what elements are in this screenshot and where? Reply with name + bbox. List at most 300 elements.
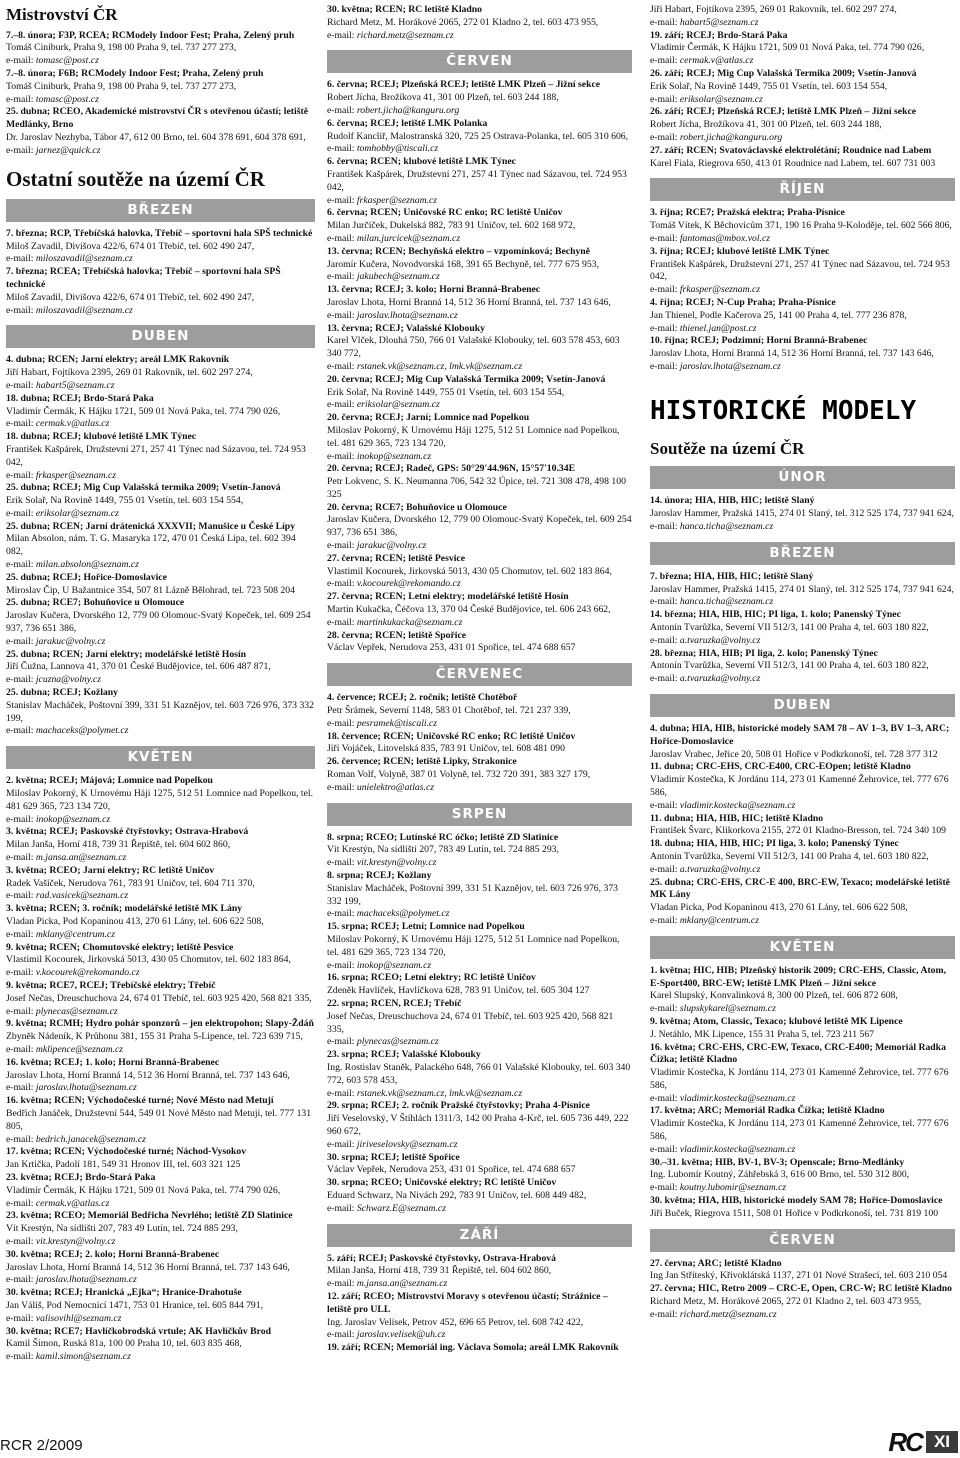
event-entry bbox=[650, 1016, 955, 1042]
event-email[interactable]: jiriveselovsky@seznam.cz bbox=[356, 1138, 458, 1150]
event-contact: Robert Jícha, Brožíkova 41, 301 00 Plzeň, tel. 603 244 188, bbox=[650, 119, 882, 131]
event-title: 16. května; CRC-EHS, CRC-EW, Texaco, CRC-E400; Memoriál Radka Čížka; letiště Kladno bbox=[650, 1041, 946, 1066]
email-prefix: e-mail: bbox=[327, 1278, 357, 1290]
event-entry bbox=[6, 1146, 315, 1172]
event-email[interactable]: pesramek@tiscali.cz bbox=[356, 717, 438, 729]
email-prefix: e-mail: bbox=[6, 469, 36, 481]
event-entry bbox=[650, 297, 955, 335]
event-email[interactable]: thienel.jan@post.cz bbox=[679, 322, 757, 334]
event-contact: Zbyněk Nádeník, K Průhonu 381, 155 31 Praha 5-Lipence, tel. 723 639 715, bbox=[6, 1031, 303, 1043]
event-entry bbox=[650, 723, 955, 761]
event-email-line bbox=[650, 233, 955, 246]
event-entry bbox=[327, 1253, 632, 1291]
event-email-line bbox=[6, 852, 315, 865]
event-entry bbox=[327, 870, 632, 921]
email-prefix: e-mail: bbox=[6, 1005, 36, 1017]
event-contact: Miloslav Pokorný, K Urnovému Háji 1275, 512 51 Lomnice nad Popelkou, tel. 481 629 365, 723 134 720, bbox=[6, 788, 314, 812]
month-header-brezen-hist: BŘEZEN bbox=[650, 542, 955, 565]
event-contact: Milan Janša, Horní 418, 739 31 Řepiště, tel. 604 602 860, bbox=[6, 839, 231, 851]
section-heading-championship: Mistrovství ČR bbox=[6, 5, 118, 24]
event-email[interactable]: a.tvaruzka@volny.cz bbox=[679, 673, 761, 685]
event-title: 7. března; HIA, HIB, HIC; letiště Slaný bbox=[650, 570, 814, 582]
event-entry bbox=[6, 649, 315, 687]
event-entry bbox=[327, 832, 632, 870]
event-contact: Ing. Rostislav Staněk, Palackého 648, 766 01 Valašské Klobouky, tel. 603 340 772, 603 578 453, bbox=[327, 1061, 631, 1086]
event-email-line bbox=[6, 145, 315, 158]
event-title: 22. srpna; RCEN, RCEJ; Třebíč bbox=[327, 997, 462, 1009]
month-header-zari: ZÁŘÍ bbox=[327, 1224, 632, 1247]
event-title: 28. června; RCEN; letiště Spořice bbox=[327, 629, 467, 641]
event-entry bbox=[327, 553, 632, 591]
event-title: 30. srpna; RCEO; Uničovské elektry; RC letiště Uničov bbox=[327, 1177, 557, 1189]
email-prefix: e-mail: bbox=[650, 1003, 680, 1015]
event-email[interactable]: kamil.simon@seznam.cz bbox=[35, 1351, 131, 1363]
email-prefix: e-mail: bbox=[650, 1308, 680, 1320]
event-email[interactable]: cermak.v@atlas.cz bbox=[35, 1197, 110, 1209]
event-title: 27. června; ARC; letiště Kladno bbox=[650, 1257, 782, 1269]
event-title: 20. června; RCEJ; Radeč, GPS: 50°29'44.96N, 15°57'10.34E bbox=[327, 463, 576, 475]
email-prefix: e-mail: bbox=[6, 1235, 36, 1247]
event-email-line bbox=[327, 361, 632, 374]
event-entry bbox=[650, 246, 955, 297]
event-email[interactable]: jarakuc@volny.cz bbox=[35, 635, 106, 647]
event-entry bbox=[327, 731, 632, 757]
event-contact: Vladan Picka, Pod Kopaninou 413, 270 61 Lány, tel. 606 622 508, bbox=[6, 916, 264, 927]
event-email[interactable]: milan.absolon@seznam.cz bbox=[35, 559, 139, 571]
event-title: 11. dubna; HIA, HIB, HIC; letiště Kladno bbox=[650, 812, 824, 824]
section-heading-historic: Soutěže na území ČR bbox=[650, 438, 805, 458]
event-title: 27. září; RCEN; Svatováclavské elektrolétání; Roudnice nad Labem bbox=[650, 144, 932, 156]
event-email[interactable]: koutny.lubomir@seznam.cz bbox=[679, 1182, 787, 1194]
email-prefix: e-mail: bbox=[327, 29, 357, 41]
column-3 bbox=[650, 4, 955, 1322]
event-email[interactable]: cermak.v@atlas.cz bbox=[35, 418, 110, 430]
event-email[interactable]: v.kocourek@rekomando.cz bbox=[356, 578, 461, 590]
event-contact: Jaroslav Hammer, Pražská 1415, 274 01 Slaný, tel. 312 525 174, 737 941 624, bbox=[650, 508, 954, 520]
event-title: 28. března; HIA, HIB; PI liga, 2. kolo; Panenský Týnec bbox=[650, 647, 878, 659]
column-1 bbox=[6, 4, 315, 1364]
event-email[interactable]: jcuzna@volny.cz bbox=[35, 674, 101, 686]
event-email[interactable]: a.tvaruzka@volny.cz bbox=[679, 634, 761, 646]
event-title: 6. června; RCEN; Uničovské RC enko; RC letiště Uničov bbox=[327, 207, 563, 219]
event-entry bbox=[6, 1210, 315, 1248]
event-title: 2. května; RCEJ; Májová; Lomnice nad Popelkou bbox=[6, 775, 213, 787]
event-email[interactable]: valisovihl@seznam.cz bbox=[35, 1312, 122, 1324]
event-title: 9. května; Atom, Classic, Texaco; klubové letiště MK Lipence bbox=[650, 1015, 903, 1027]
month-header-cervenec: ČERVENEC bbox=[327, 663, 632, 686]
event-list-championship bbox=[6, 30, 315, 158]
event-contact: Vlastimil Kocourek, Jirkovská 5013, 430 05 Chomutov, tel. 602 183 864, bbox=[327, 565, 612, 577]
event-email[interactable]: frkasper@seznam.cz bbox=[356, 194, 438, 206]
event-email[interactable]: mklipence@seznam.cz bbox=[35, 1043, 124, 1055]
event-contact: Erik Solař, Na Rovině 1449, 755 01 Vsetín, tel. 603 154 554, bbox=[327, 386, 565, 398]
event-contact: Jaroslav Lhota, Horní Branná 14, 512 36 Horní Branná, tel. 737 143 646, bbox=[6, 1261, 290, 1273]
email-prefix: e-mail: bbox=[327, 1329, 357, 1341]
event-email[interactable]: martinkukacka@seznam.cz bbox=[356, 616, 463, 628]
event-contact: Ing. Jaroslav Velísek, Petrov 452, 696 65 Petrov, tel. 608 742 422, bbox=[327, 1316, 584, 1328]
email-prefix: e-mail: bbox=[650, 131, 680, 143]
event-contact: Vlastimil Kocourek, Jirkovská 5013, 430 05 Chomutov, tel. 602 183 864, bbox=[6, 954, 291, 966]
event-contact: Vít Krestýn, Na sídlišti 207, 783 49 Lutín, tel. 724 885 293, bbox=[327, 844, 559, 856]
email-prefix: e-mail: bbox=[6, 559, 36, 571]
event-email-line bbox=[650, 1144, 955, 1157]
event-email[interactable]: eriksolar@seznam.cz bbox=[679, 93, 763, 105]
event-contact: Petr Šrámek, Severní 1148, 583 01 Chotěboř, tel. 721 237 339, bbox=[327, 705, 571, 717]
event-contact: Jiří Buček, Riegrova 1511, 508 01 Hořice v Podkrkonoší, tel. 731 819 100 bbox=[650, 1207, 939, 1219]
event-email[interactable]: plynecas@seznam.cz bbox=[35, 1005, 118, 1017]
event-email[interactable]: habart5@seznam.cz bbox=[679, 16, 759, 28]
event-email-line bbox=[327, 1278, 632, 1291]
event-contact: Antonín Tvarůžka, Severní VII 512/3, 141 00 Praha 4, tel. 603 180 822, bbox=[650, 660, 929, 672]
event-entry bbox=[6, 521, 315, 572]
event-email-line bbox=[6, 418, 315, 431]
email-prefix: e-mail: bbox=[6, 304, 36, 316]
event-title: 4. dubna; HIA, HIB, historické modely SAM 78 – AV 1–3, BV 1–3, ARC; Hořice-Domoslavice bbox=[650, 722, 950, 747]
event-email[interactable]: inokop@seznam.cz bbox=[356, 959, 432, 971]
logo-rc: RC bbox=[888, 1426, 922, 1457]
month-header-kveten-hist: KVĚTEN bbox=[650, 936, 955, 959]
email-prefix: e-mail: bbox=[650, 1182, 680, 1194]
event-email[interactable]: machaceks@polymet.cz bbox=[356, 908, 450, 920]
event-contact: Milan Janša, Horní 418, 739 31 Řepiště, tel. 604 602 860, bbox=[327, 1265, 552, 1277]
event-email[interactable]: miloszavadil@seznam.cz bbox=[35, 304, 133, 316]
event-email[interactable]: vladimir.kostecka@seznam.cz bbox=[679, 1092, 796, 1104]
email-prefix: e-mail: bbox=[650, 1092, 680, 1104]
event-email-line bbox=[650, 1182, 955, 1195]
event-title: 25. dubna; RCEJ; Hořice-Domoslavice bbox=[6, 571, 167, 583]
event-list-cerven bbox=[327, 79, 632, 655]
event-contact: Dr. Jaroslav Nezhyba, Tábor 47, 612 00 Brno, tel. 604 378 691, 604 378 691, bbox=[6, 132, 306, 144]
event-title: 9. května; RCE7, RCEJ; Třebíčské elektry; Třebíč bbox=[6, 979, 216, 991]
event-contact: Josef Nečas, Dreuschuchova 24, 674 01 Třebíč, tel. 603 925 420, 568 821 335, bbox=[6, 992, 312, 1004]
event-email[interactable]: robert.jicha@kanguru.org bbox=[679, 131, 783, 143]
event-email-line bbox=[327, 578, 632, 591]
event-title: 14. února; HIA, HIB, HIC; letiště Slaný bbox=[650, 495, 815, 507]
event-title: 23. května; RCEJ; Brdo-Stará Paka bbox=[6, 1171, 156, 1183]
event-email-line bbox=[6, 1082, 315, 1095]
event-list-kveten-hist bbox=[650, 965, 955, 1221]
event-contact: Karel Fiala, Riegrova 650, 413 01 Roudnice nad Labem, tel. 607 731 003 bbox=[650, 157, 936, 169]
event-entry bbox=[6, 865, 315, 903]
event-email[interactable]: v.kocourek@rekomando.cz bbox=[35, 967, 140, 979]
event-entry bbox=[650, 495, 955, 533]
event-email[interactable]: a.tvaruzka@volny.cz bbox=[679, 863, 761, 875]
event-title: 4. října; RCEJ; N-Cup Praha; Praha-Písnice bbox=[650, 296, 836, 308]
event-title: 10. října; RCEJ; Podzimní; Horní Branná-Brabenec bbox=[650, 335, 868, 347]
event-title: 30.–31. května; HIB, BV-1, BV-3; Openscale; Brno-Medlánky bbox=[650, 1156, 905, 1168]
event-contact: J. Netáhlo, MK Lipence, 155 31 Praha 5, tel. 723 211 567 bbox=[650, 1028, 875, 1040]
email-prefix: e-mail: bbox=[327, 309, 357, 321]
email-prefix: e-mail: bbox=[327, 1036, 357, 1048]
event-entry bbox=[327, 1177, 632, 1215]
event-email[interactable]: frkasper@seznam.cz bbox=[679, 284, 761, 296]
event-list-zari-cont bbox=[650, 4, 955, 170]
email-prefix: e-mail: bbox=[327, 194, 357, 206]
event-email-line bbox=[650, 132, 955, 145]
event-email[interactable]: vit.krestyn@volny.cz bbox=[356, 857, 437, 869]
event-entry bbox=[650, 30, 955, 68]
email-prefix: e-mail: bbox=[650, 1143, 680, 1155]
event-email[interactable]: jaroslav.lhota@seznam.cz bbox=[679, 360, 781, 372]
event-contact: Milan Jurčíček, Dukelská 882, 783 91 Uničov, tel. 602 168 972, bbox=[327, 220, 576, 232]
event-email[interactable]: plynecas@seznam.cz bbox=[356, 1036, 439, 1048]
event-email-line bbox=[327, 782, 632, 795]
section-heading-other-competitions: Ostatní soutěže na území ČR bbox=[6, 166, 265, 191]
event-email[interactable]: rad.vasicek@seznam.cz bbox=[35, 890, 129, 902]
event-email[interactable]: mklany@centrum.cz bbox=[679, 914, 759, 926]
event-email[interactable]: slupskykarel@seznam.cz bbox=[679, 1003, 776, 1015]
email-prefix: e-mail: bbox=[6, 507, 36, 519]
event-email[interactable]: rstanek.vk@seznam.cz, lmk.vk@seznam.cz bbox=[356, 360, 523, 372]
event-entry bbox=[327, 1100, 632, 1151]
event-email[interactable]: m.jansa.an@seznam.cz bbox=[356, 1278, 448, 1290]
event-email[interactable]: jakubech@seznam.cz bbox=[356, 271, 440, 283]
event-email[interactable]: eriksolar@seznam.cz bbox=[356, 399, 440, 411]
event-email[interactable]: machaceks@polymet.cz bbox=[35, 725, 129, 737]
event-email[interactable]: robert.jicha@kanguru.org bbox=[356, 104, 460, 116]
event-contact: Jan Váliš, Pod Nemocnicí 1471, 753 01 Hranice, tel. 605 844 791, bbox=[6, 1299, 264, 1311]
event-list-cerven-hist bbox=[650, 1258, 955, 1322]
email-prefix: e-mail: bbox=[327, 104, 357, 116]
event-email[interactable]: jarakuc@volny.cz bbox=[356, 540, 427, 552]
event-entry bbox=[327, 118, 632, 156]
event-list-kveten bbox=[6, 775, 315, 1364]
event-email[interactable]: vit.krestyn@volny.cz bbox=[35, 1235, 116, 1247]
event-list-kveten-cont bbox=[327, 4, 632, 42]
event-title: 14. března; HIA, HIB, HIC; PI liga, 1. kolo; Panenský Týnec bbox=[650, 609, 901, 621]
month-header-unor-hist: ÚNOR bbox=[650, 466, 955, 489]
email-prefix: e-mail: bbox=[650, 673, 680, 685]
event-email[interactable]: mklany@centrum.cz bbox=[35, 928, 115, 940]
event-title: 25. dubna; RCEN; Jarní elektry; modelářské letiště Hosín bbox=[6, 648, 247, 660]
email-prefix: e-mail: bbox=[6, 1043, 36, 1055]
event-email-line bbox=[327, 451, 632, 464]
event-title: 17. května; ARC; Memoriál Radka Čížka; letiště Kladno bbox=[650, 1105, 885, 1117]
event-title: 20. června; RCEJ; Mig Cup Valašská Termika 2009; Vsetín-Janová bbox=[327, 373, 606, 385]
event-email[interactable]: tomasc@post.cz bbox=[35, 93, 99, 105]
event-title: 15. srpna; RCEJ; Letní; Lomnice nad Popelkou bbox=[327, 921, 525, 933]
event-contact: Milan Absolon, nám. T. G. Masaryka 172, 470 01 Česká Lípa, tel. 602 394 082, bbox=[6, 533, 296, 558]
event-title: 18. dubna; RCEJ; Brdo-Stará Paka bbox=[6, 392, 154, 404]
event-list-srpen bbox=[327, 832, 632, 1216]
event-email[interactable]: jaroslav.lhota@seznam.cz bbox=[35, 1082, 137, 1094]
event-entry bbox=[6, 482, 315, 520]
event-email[interactable]: hanca.ticha@seznam.cz bbox=[679, 521, 774, 532]
event-email-line bbox=[6, 725, 315, 738]
event-contact: Miloslav Pokorný, K Urnovému Háji 1275, 512 51 Lomnice nad Popelkou, tel. 481 629 365, 723 134 720, bbox=[327, 934, 620, 958]
event-email-line bbox=[650, 1093, 955, 1106]
event-email[interactable]: milan.jurcicek@seznam.cz bbox=[356, 232, 461, 244]
issue-label: RCR 2/2009 bbox=[0, 1437, 83, 1454]
event-title: 23. května; RCEO; Memoriál Bedřicha Nevrlého; letiště ZD Slatinice bbox=[6, 1210, 293, 1222]
event-title: 30. srpna; RCEJ; letiště Spořice bbox=[327, 1151, 460, 1163]
event-email-line bbox=[6, 1006, 315, 1019]
event-email[interactable]: Schwarz.E@seznam.cz bbox=[356, 1202, 446, 1214]
column-2 bbox=[327, 4, 632, 1355]
email-prefix: e-mail: bbox=[6, 1351, 36, 1363]
event-email-line bbox=[6, 94, 315, 107]
event-email-line bbox=[327, 1036, 632, 1049]
event-entry bbox=[327, 463, 632, 501]
event-title: 16. srpna; RCEO; Letní elektry; RC letiště Uničov bbox=[327, 972, 536, 984]
event-email[interactable]: bedrich.janacek@seznam.cz bbox=[35, 1133, 146, 1145]
event-email[interactable]: eriksolar@seznam.cz bbox=[35, 507, 119, 519]
event-email[interactable]: rstanek.vk@seznam.cz, lmk.vk@seznam.cz bbox=[356, 1087, 523, 1099]
email-prefix: e-mail: bbox=[650, 634, 680, 646]
magazine-logo bbox=[888, 1426, 958, 1457]
month-header-duben: DUBEN bbox=[6, 325, 315, 348]
email-prefix: e-mail: bbox=[650, 360, 680, 372]
email-prefix: e-mail: bbox=[650, 284, 680, 296]
event-list-brezen-hist bbox=[650, 571, 955, 686]
email-prefix: e-mail: bbox=[650, 521, 680, 532]
event-email[interactable]: jaroslav.lhota@seznam.cz bbox=[356, 309, 458, 321]
event-entry bbox=[6, 30, 315, 68]
event-email[interactable]: vladimir.kostecka@seznam.cz bbox=[679, 799, 796, 811]
event-email-line bbox=[6, 814, 315, 827]
event-contact: Jaroslav Lhota, Horní Branná 14, 512 36 Horní Branná, tel. 737 143 646, bbox=[650, 348, 934, 360]
event-title: 16. května; RCEN; Východočeské turné; Nové Město nad Metují bbox=[6, 1095, 274, 1107]
event-email-line bbox=[327, 617, 632, 630]
event-entry bbox=[650, 648, 955, 686]
month-header-duben-hist: DUBEN bbox=[650, 694, 955, 717]
event-email-line bbox=[650, 55, 955, 68]
email-prefix: e-mail: bbox=[327, 1202, 357, 1214]
event-contact: Miroslav Čip, U Bažantnice 354, 507 81 Lázně Bělohrad, tel. 723 508 204 bbox=[6, 584, 295, 596]
email-prefix: e-mail: bbox=[6, 635, 36, 647]
email-prefix: e-mail: bbox=[327, 360, 357, 372]
event-email-line bbox=[6, 470, 315, 483]
email-prefix: e-mail: bbox=[650, 596, 680, 608]
event-entry bbox=[6, 106, 315, 157]
event-title: 6. června; RCEN; klubové letiště LMK Týnec bbox=[327, 156, 516, 168]
event-email-line bbox=[650, 323, 955, 336]
event-title: 7.–8. února; F3P, RCEA; RCModely Indoor Fest; Praha, Zelený pruh bbox=[6, 29, 295, 41]
event-email[interactable]: jaroslav.velisek@uh.cz bbox=[356, 1329, 446, 1341]
event-email-line bbox=[650, 284, 955, 297]
month-header-kveten: KVĚTEN bbox=[6, 746, 315, 769]
event-email-line bbox=[6, 559, 315, 572]
event-email[interactable]: jaroslav.lhota@seznam.cz bbox=[35, 1274, 137, 1286]
event-entry bbox=[6, 826, 315, 864]
event-contact: Vladimír Čermák, K Hájku 1721, 509 01 Nová Paka, tel. 774 790 026, bbox=[6, 405, 281, 417]
email-prefix: e-mail: bbox=[327, 540, 357, 552]
event-email-line bbox=[327, 960, 632, 973]
event-entry bbox=[6, 903, 315, 941]
email-prefix: e-mail: bbox=[6, 1197, 36, 1209]
event-email-line bbox=[327, 1088, 632, 1101]
email-prefix: e-mail: bbox=[327, 1138, 357, 1150]
email-prefix: e-mail: bbox=[6, 1312, 36, 1324]
email-prefix: e-mail: bbox=[327, 1087, 357, 1099]
event-email[interactable]: tomhobby@tiscali.cz bbox=[356, 143, 439, 155]
event-email-line bbox=[327, 30, 632, 43]
event-contact: Miloš Zavadil, Divišova 422/6, 674 01 Třebíč, tel. 602 490 247, bbox=[6, 291, 255, 303]
event-contact: Tomáš Ciniburk, Praha 9, 198 00 Praha 9, tel. 737 277 273, bbox=[6, 80, 237, 92]
event-contact: Karel Slupský, Konvalinková 8, 300 00 Plzeň, tel. 606 872 608, bbox=[650, 990, 898, 1002]
event-entry bbox=[327, 1152, 632, 1178]
event-email[interactable]: unielektro@atlas.cz bbox=[356, 781, 435, 793]
event-email[interactable]: cermak.v@atlas.cz bbox=[679, 55, 754, 67]
event-title: 9. května; RCEN; Chomutovské elektry; letiště Pesvice bbox=[6, 941, 234, 953]
event-contact: František Švarc, Klikorkova 2155, 272 01 Kladno-Bresson, tel. 724 340 109 bbox=[650, 825, 946, 837]
event-email[interactable]: richard.metz@seznam.cz bbox=[679, 1308, 777, 1320]
event-entry bbox=[6, 597, 315, 648]
event-email[interactable]: m.jansa.an@seznam.cz bbox=[35, 852, 127, 864]
page-number-badge: XI bbox=[926, 1431, 958, 1453]
event-email-line bbox=[650, 94, 955, 107]
event-title: 18. července; RCEN; Uničovské RC enko; RC letiště Uničov bbox=[327, 730, 576, 742]
event-entry bbox=[327, 998, 632, 1049]
event-email[interactable]: miloszavadil@seznam.cz bbox=[35, 253, 133, 265]
event-contact: Václav Vepřek, Nerudova 253, 431 01 Spořice, tel. 474 688 657 bbox=[327, 1164, 576, 1176]
event-email-line bbox=[6, 890, 315, 903]
event-contact: Jan Thienel, Podle Kačerova 25, 141 00 Praha 4, tel. 777 236 878, bbox=[650, 309, 907, 321]
event-email[interactable]: hanca.ticha@seznam.cz bbox=[679, 596, 774, 608]
event-title: 17. května; RCEN; Východočeské turné; Náchod-Vysokov bbox=[6, 1146, 247, 1158]
event-entry bbox=[650, 1258, 955, 1284]
event-entry bbox=[327, 756, 632, 794]
event-email[interactable]: tomasc@post.cz bbox=[35, 55, 99, 67]
event-entry bbox=[650, 838, 955, 876]
event-email-line bbox=[650, 596, 955, 609]
event-email-line bbox=[327, 908, 632, 921]
event-title: 9. května; RCMH; Hydro pohár sponzorů – jen elektropohon; Slapy-Ždáň bbox=[6, 1018, 314, 1030]
event-title: 18. dubna; RCEJ; klubové letiště LMK Týnec bbox=[6, 431, 197, 443]
event-entry bbox=[650, 1105, 955, 1156]
event-contact: Ing. Lubomír Koutný, Záhřebská 3, 616 00 Brno, tel. 530 312 800, bbox=[650, 1169, 910, 1181]
event-entry bbox=[6, 354, 315, 392]
event-contact: Vít Krestýn, Na sídlišti 207, 783 49 Lutín, tel. 724 885 293, bbox=[6, 1223, 238, 1235]
event-email-line bbox=[650, 864, 955, 877]
email-prefix: e-mail: bbox=[327, 399, 357, 411]
event-contact: Karel Vlček, Dlouhá 750, 766 01 Valašské Klobouky, tel. 603 578 453, 603 340 772, bbox=[327, 335, 620, 360]
email-prefix: e-mail: bbox=[327, 616, 357, 628]
event-entry bbox=[6, 1057, 315, 1095]
event-email[interactable]: inokop@seznam.cz bbox=[356, 450, 432, 462]
event-email[interactable]: fantomas@mbox.vol.cz bbox=[679, 232, 771, 244]
event-email-line bbox=[327, 399, 632, 412]
event-entry bbox=[327, 412, 632, 463]
event-entry bbox=[650, 207, 955, 245]
event-contact: Václav Vepřek, Nerudova 253, 431 01 Spořice, tel. 474 688 657 bbox=[327, 642, 576, 654]
event-entry bbox=[6, 1095, 315, 1146]
event-contact: Tomáš Vítek, K Běchovicům 371, 190 16 Praha 9-Koloděje, tel. 602 566 806, bbox=[650, 220, 952, 232]
event-email[interactable]: richard.metz@seznam.cz bbox=[356, 29, 454, 41]
event-email[interactable]: inokop@seznam.cz bbox=[35, 813, 111, 825]
event-title: 4. července; RCEJ; 2. ročník; letiště Chotěboř bbox=[327, 692, 518, 704]
event-contact: Jaroslav Kučera, Dvorského 12, 779 00 Olomouc-Svatý Kopeček, tel. 609 254 937, 736 651 386, bbox=[6, 610, 311, 635]
event-email-line bbox=[327, 143, 632, 156]
email-prefix: e-mail: bbox=[327, 717, 357, 729]
event-title: 7.–8. února; F6B; RCModely Indoor Fest; Praha, Zelený pruh bbox=[6, 68, 264, 80]
event-list-unor-hist bbox=[650, 495, 955, 533]
email-prefix: e-mail: bbox=[650, 232, 680, 244]
event-email[interactable]: frkasper@seznam.cz bbox=[35, 469, 117, 481]
email-prefix: e-mail: bbox=[327, 143, 357, 155]
event-list-duben bbox=[6, 354, 315, 738]
event-entry bbox=[6, 572, 315, 598]
event-email-line bbox=[327, 195, 632, 208]
event-email[interactable]: vladimir.kostecka@seznam.cz bbox=[679, 1143, 796, 1155]
event-email-line bbox=[6, 967, 315, 980]
event-contact: Stanislav Macháček, Poštovní 399, 331 51 Kaznějov, tel. 603 726 976, 373 332 199, bbox=[327, 882, 619, 907]
event-contact: Tomáš Ciniburk, Praha 9, 198 00 Praha 9, tel. 737 277 273, bbox=[6, 42, 237, 54]
event-title: 26. září; RCEJ; Mig Cup Valašská Termika 2009; Vsetín-Janová bbox=[650, 67, 917, 79]
event-email[interactable]: jarnez@quick.cz bbox=[35, 144, 101, 156]
event-email[interactable]: habart5@seznam.cz bbox=[35, 379, 115, 391]
event-contact: Martin Kukačka, Čéčova 13, 370 04 České Budějovice, tel. 606 243 662, bbox=[327, 604, 611, 616]
